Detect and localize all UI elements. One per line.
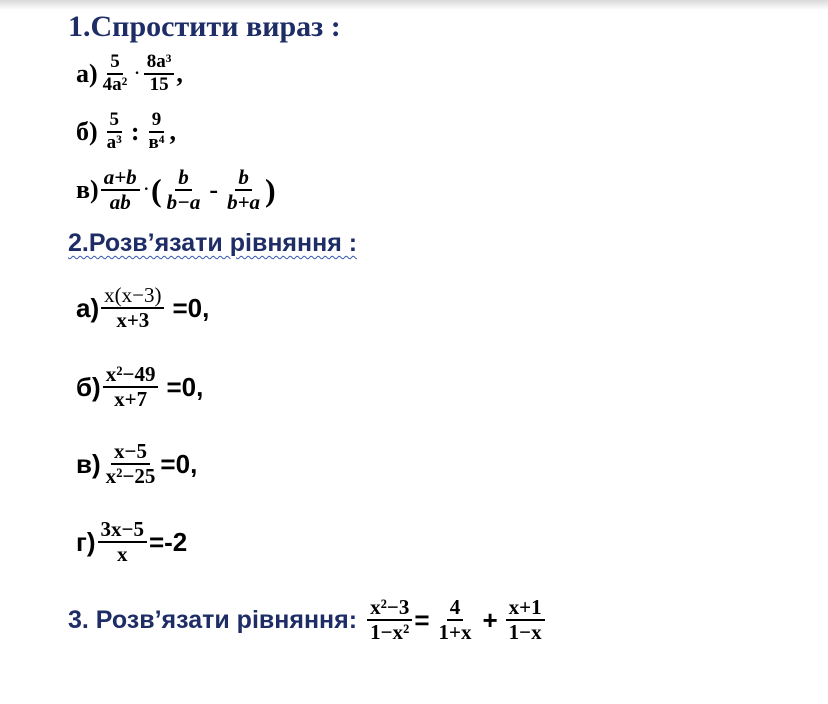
fraction — [104, 110, 125, 154]
denominator: 1−x² — [370, 620, 410, 645]
equation-tail: =-2 — [148, 526, 188, 557]
task1-c — [76, 166, 276, 214]
task-label: а) — [76, 292, 100, 323]
fraction — [436, 596, 475, 644]
fraction — [103, 363, 159, 411]
numerator: b — [175, 166, 192, 191]
task2-c — [76, 440, 197, 488]
fraction — [144, 52, 175, 96]
fraction — [506, 596, 545, 644]
operator: : — [130, 116, 140, 146]
comma: , — [169, 116, 177, 146]
operator: · — [134, 64, 140, 82]
numerator: x−5 — [111, 440, 150, 465]
numerator: b — [235, 166, 252, 191]
comma: , — [176, 58, 183, 88]
minus-sign: - — [209, 175, 219, 205]
section3-title: 3. Розв’язати рівняння: — [68, 605, 358, 634]
task-label: в) — [76, 448, 101, 479]
numerator: x²−3 — [367, 596, 412, 621]
section2-title-text: 2.Розв’язати рівняння : — [68, 229, 358, 257]
numerator: x²−49 — [103, 363, 159, 388]
task2-d — [76, 518, 187, 566]
numerator: 5 — [107, 52, 123, 75]
open-paren: ( — [151, 171, 162, 208]
task2-b — [76, 363, 203, 411]
equation-tail: =0, — [166, 371, 204, 402]
task-label: г) — [76, 526, 96, 557]
plus-sign: + — [482, 604, 498, 635]
denominator: x²−25 — [105, 464, 156, 489]
denominator: 15 — [149, 73, 169, 95]
top-shadow — [0, 0, 828, 10]
task-label: б) — [76, 116, 98, 146]
denominator: 1+x — [438, 620, 472, 645]
equation-tail: =0, — [172, 292, 210, 323]
denominator: b−a — [166, 190, 201, 215]
task3 — [68, 596, 547, 644]
task1-b — [76, 110, 176, 154]
numerator: a+b — [101, 166, 140, 191]
fraction — [164, 166, 204, 214]
numerator: x+1 — [506, 596, 545, 621]
task-label: б) — [76, 371, 101, 402]
fraction — [98, 518, 147, 566]
section2-title — [68, 229, 357, 258]
denominator: b+a — [227, 190, 261, 215]
fraction — [146, 110, 168, 154]
numerator: x(x−3) — [101, 284, 164, 309]
denominator: x — [116, 542, 128, 567]
operator: · — [143, 181, 150, 199]
section1-title: 1.Спростити вираз : — [68, 10, 341, 43]
equation-tail: =0, — [160, 448, 198, 479]
numerator: 8a³ — [144, 52, 175, 75]
fraction — [101, 166, 140, 214]
numerator: 4 — [447, 596, 464, 621]
numerator: 9 — [149, 110, 165, 133]
fraction — [224, 166, 263, 214]
task-label: а) — [76, 58, 98, 88]
denominator: 1−x — [508, 620, 542, 645]
denominator: x+7 — [114, 387, 148, 412]
denominator: 4a² — [102, 73, 128, 95]
fraction — [101, 284, 164, 332]
task-label: в) — [76, 175, 99, 205]
numerator: 5 — [107, 110, 123, 133]
denominator: x+3 — [116, 308, 150, 333]
denominator: a³ — [106, 131, 122, 153]
close-paren: ) — [265, 171, 276, 208]
numerator: 3x−5 — [98, 518, 147, 543]
denominator: ab — [109, 190, 131, 215]
fraction — [100, 52, 131, 96]
task1-a — [76, 52, 183, 96]
task2-a — [76, 284, 209, 332]
fraction — [103, 440, 159, 488]
fraction — [367, 596, 412, 644]
equals-sign: = — [414, 604, 430, 635]
denominator: в⁴ — [148, 131, 165, 153]
